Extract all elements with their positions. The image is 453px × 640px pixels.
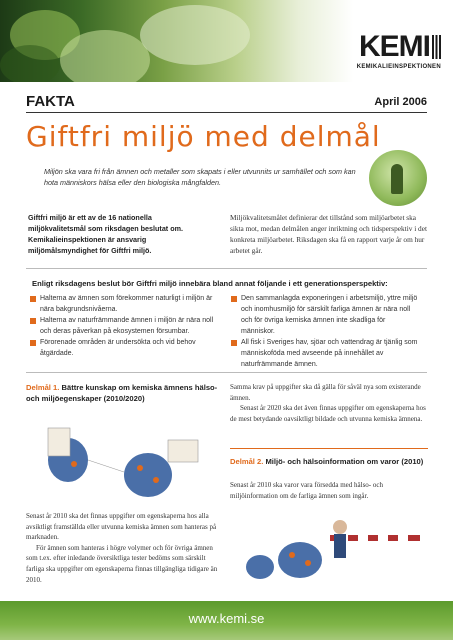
list-item: Halterna av naturfrämmande ämnen i miljön är nära noll och deras påverkan på ekosystemen försumbar. (30, 315, 220, 337)
delmal-2-heading: Delmål 2. Miljö- och hälsoinformation om varor (2010) (230, 457, 424, 466)
bullet-square-icon (30, 340, 36, 346)
list-item: Halterna av ämnen som förekommer naturligt i miljön är nära bakgrundsnivåerna. (30, 293, 220, 315)
list-item: Förorenade områden är undersökta och vid behov åtgärdade. (30, 337, 220, 359)
border-gate-illustration (230, 505, 430, 585)
page-title: Giftfri miljö med delmål (26, 120, 381, 153)
document-label: FAKTA (26, 93, 75, 110)
environment-list-right (231, 293, 421, 370)
list-item: All fisk i Sveriges hav, sjöar och vattendrag är tjänlig som människoföda med avseende på innehållet av naturfrämmande ämnen. (231, 337, 421, 370)
section-divider (26, 372, 427, 373)
bullet-square-icon (231, 296, 237, 302)
lead-right-text: Miljökvalitetsmålet definierar det tillstånd som miljöarbetet ska sikta mot, medan delmålen anger inriktning och tidsperspektiv i det konkreta miljöarbetet. Riksdagen ska få en rapport varje år om hur arbetet går. (230, 213, 427, 255)
environment-heading: Enligt riksdagens beslut bör Giftfri miljö innebära bland annat följande i ett generationsperspektiv: (32, 279, 388, 288)
delmal-1-heading: Delmål 1. Bättre kunskap om kemiska ämnens hälso- och miljöegenskaper (2010/2020) (26, 383, 218, 403)
bullet-square-icon (30, 318, 36, 324)
bullet-square-icon (231, 340, 237, 346)
header-divider (26, 112, 427, 113)
delmal-2-body: Senast år 2010 ska varor vara försedda med hälso- och miljöinformation om de farliga ämnen som ingår. (230, 481, 383, 500)
environment-list-left (30, 293, 220, 359)
footer-bar (0, 601, 453, 640)
list-item: Den sammanlagda exponeringen i arbetsmiljö, yttre miljö och inomhusmiljö för särskilt farliga ämnen är nära noll och för övriga kemiska ämnen inte skadliga för människor. (231, 293, 421, 337)
hero-banner-image (0, 0, 453, 82)
lead-left-text: Giftfri miljö är ett av de 16 nationella miljökvalitetsmål som riksdagen beslutat om. Kemikalieinspektionen är ansvarig miljömålsmyndighet för Giftfri miljö. (28, 213, 183, 255)
intro-text: Miljön ska vara fri från ämnen och metaller som skapats i eller utvunnits ur samhället och som kan hota människors hälsa eller den biologiska mångfalden. (44, 167, 356, 187)
delmal-2-divider (230, 448, 428, 449)
kemi-logo: KEMI KEMIKALIEINSPEKTIONEN (356, 30, 441, 70)
website-link[interactable]: www.kemi.se (188, 611, 265, 626)
chemicals-illustration (28, 420, 223, 505)
right-column-text: Samma krav på uppgifter ska då gälla för såväl nya som existerande ämnen. Senast år 2020 ska det även finnas uppgifter om egenskaperna hos de mest betydande oavsiktligt bildade och utvunna kemiska ämnena. (230, 383, 426, 423)
bullet-square-icon (30, 296, 36, 302)
person-photo (369, 150, 427, 206)
delmal-1-body: Senast år 2010 ska det finnas uppgifter om egenskaperna hos alla avsiktligt framställda eller utvunna kemiska ämnen som hanteras på marknaden. För ämnen som hanteras i högre volymer och för övriga ämnen som t.ex. efter inledande översiktliga tester bedöms som särskilt farliga ska uppgifter om egenskaperna finnas tillgängliga tidigare än 2010. (26, 512, 218, 584)
publication-date: April 2006 (374, 96, 427, 108)
section-divider (26, 268, 427, 269)
